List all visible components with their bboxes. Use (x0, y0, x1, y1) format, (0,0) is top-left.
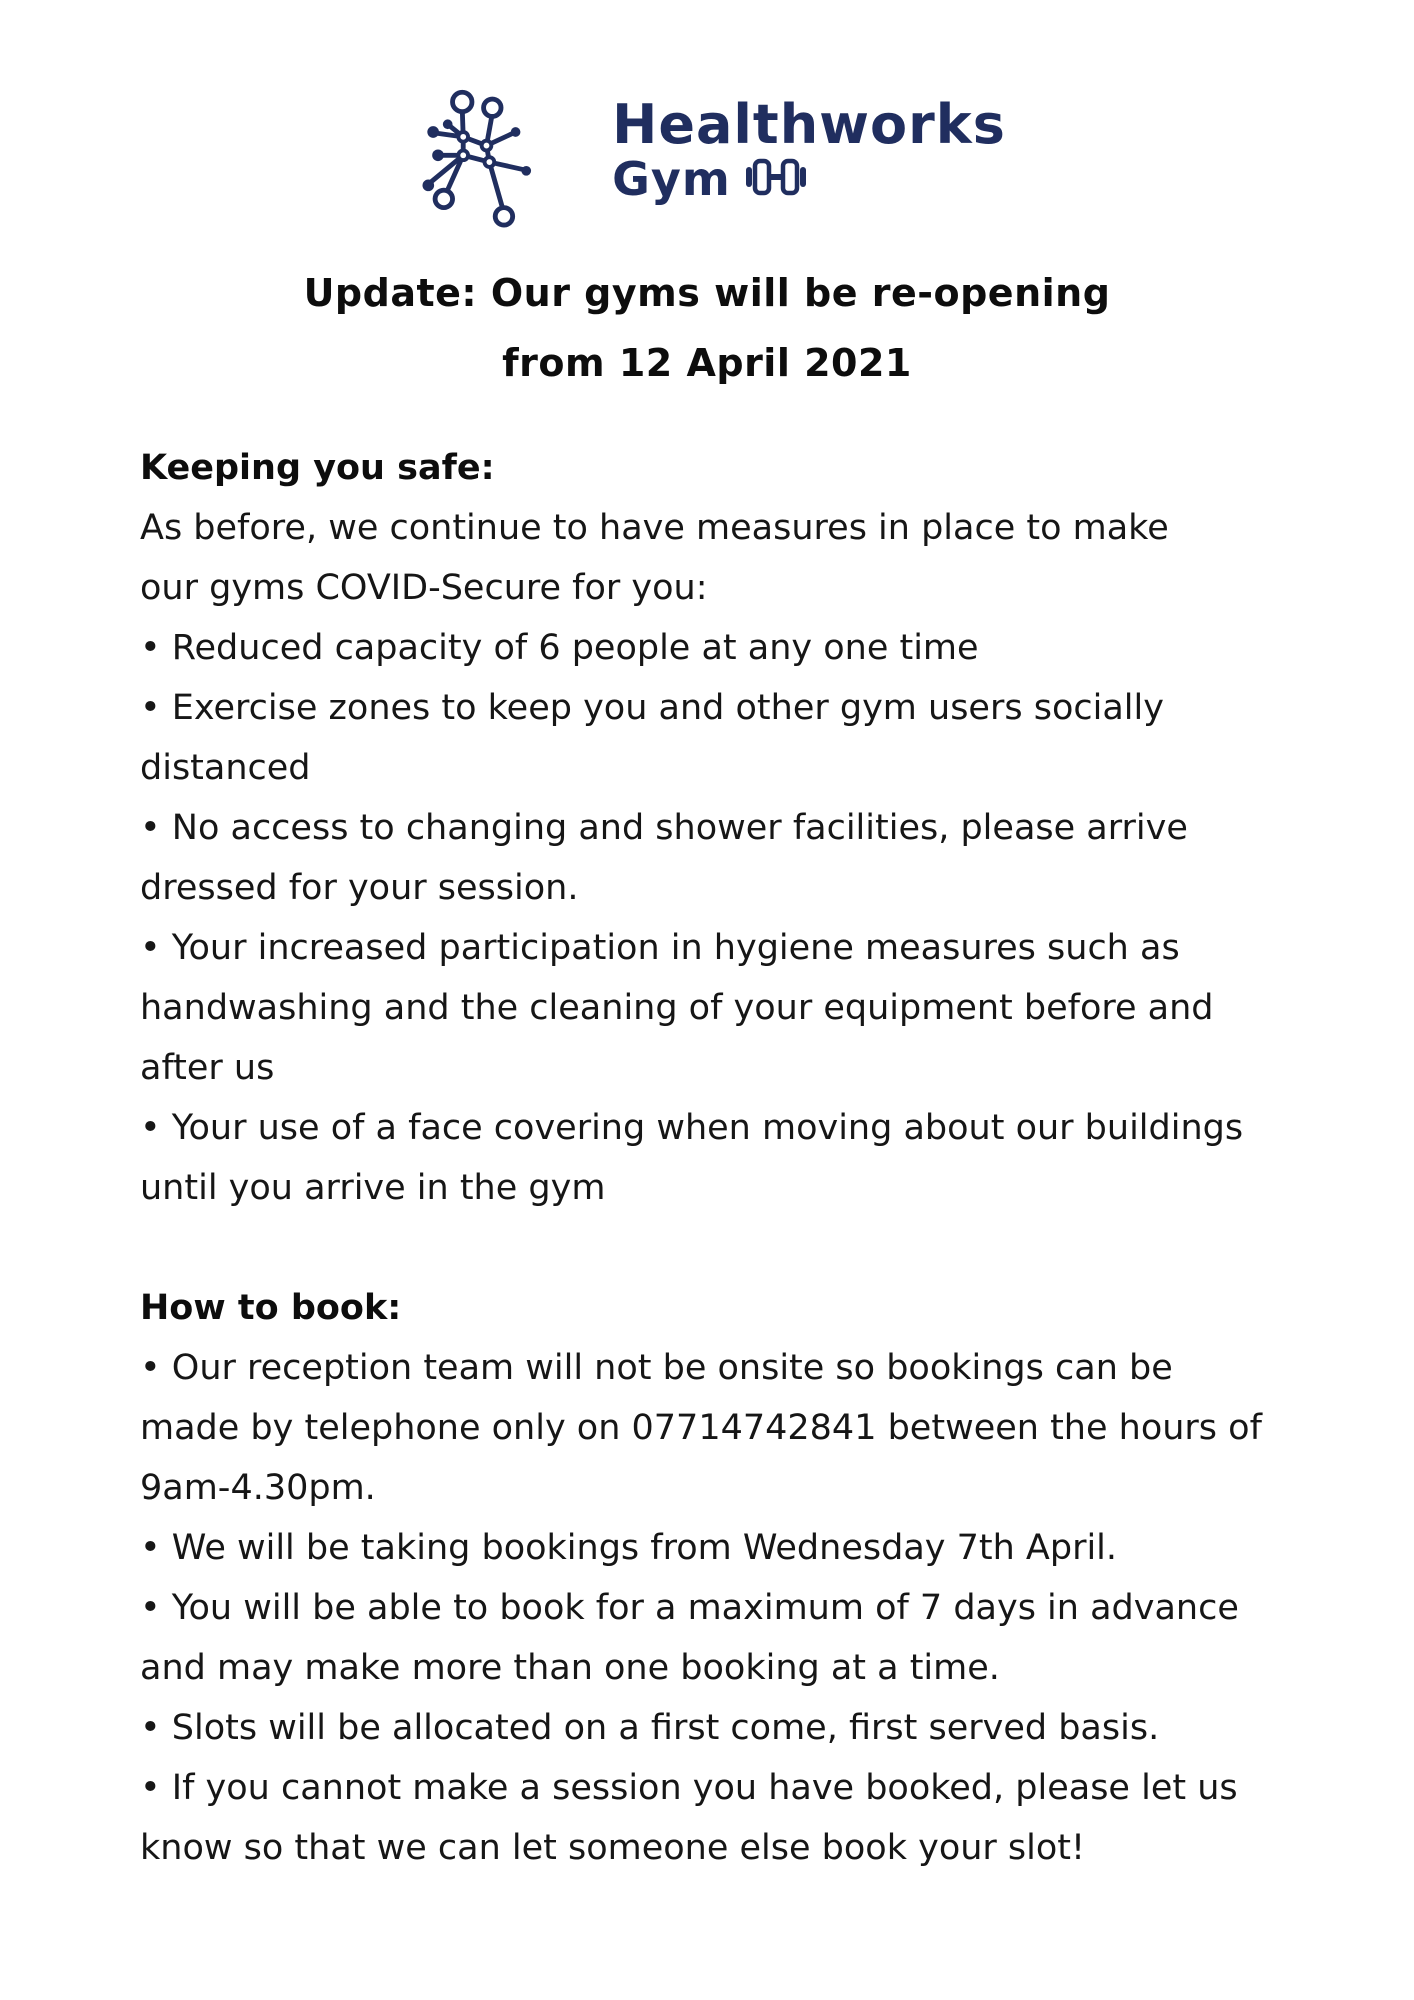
text-line: • No access to changing and shower facilities, please arrive (140, 808, 1188, 848)
text-line: made by telephone only on 07714742841 between the hours of (140, 1408, 1262, 1448)
text-line: • Slots will be allocated on a first come, first served basis. (140, 1708, 1160, 1748)
text-line: • You will be able to book for a maximum of 7 days in advance (140, 1588, 1239, 1628)
brand-sub-name: Gym (612, 152, 731, 207)
brand-name: Healthworks (612, 92, 1006, 156)
text-line: our gyms COVID-Secure for you: (140, 568, 708, 608)
text-line: • Our reception team will not be onsite so bookings can be (140, 1348, 1173, 1388)
text-line: • We will be taking bookings from Wednesday 7th April. (140, 1528, 1118, 1568)
page-title-line1: Update: Our gyms will be re-opening (303, 271, 1111, 315)
section-heading: Keeping you safe: (140, 448, 495, 488)
text-line: • Your increased participation in hygiene measures such as (140, 928, 1180, 968)
text-line: • Your use of a face covering when moving about our buildings (140, 1108, 1244, 1148)
text-line: • Reduced capacity of 6 people at any one time (140, 628, 979, 668)
text-line: distanced (140, 748, 311, 788)
text-line: know so that we can let someone else book your slot! (140, 1828, 1086, 1868)
logo-text (612, 92, 1006, 207)
page-title-line2: from 12 April 2021 (502, 341, 912, 385)
text-line: As before, we continue to have measures in place to make (140, 508, 1169, 548)
text-line: 9am-4.30pm. (140, 1468, 376, 1508)
text-line: • If you cannot make a session you have booked, please let us (140, 1768, 1238, 1808)
page-title (0, 258, 1414, 398)
logo (0, 68, 1414, 232)
section-keeping-you-safe (140, 438, 1334, 1218)
dumbbell-icon (745, 156, 807, 202)
body-text (140, 438, 1334, 1878)
text-line: dressed for your session. (140, 868, 579, 908)
text-line: and may make more than one booking at a time. (140, 1648, 1000, 1688)
text-line: • Exercise zones to keep you and other gym users socially (140, 688, 1164, 728)
section-how-to-book (140, 1278, 1334, 1878)
network-nodes-icon (408, 68, 596, 232)
text-line: until you arrive in the gym (140, 1168, 606, 1208)
section-heading: How to book: (140, 1288, 402, 1328)
text-line: handwashing and the cleaning of your equipment before and (140, 988, 1214, 1028)
text-line: after us (140, 1048, 275, 1088)
